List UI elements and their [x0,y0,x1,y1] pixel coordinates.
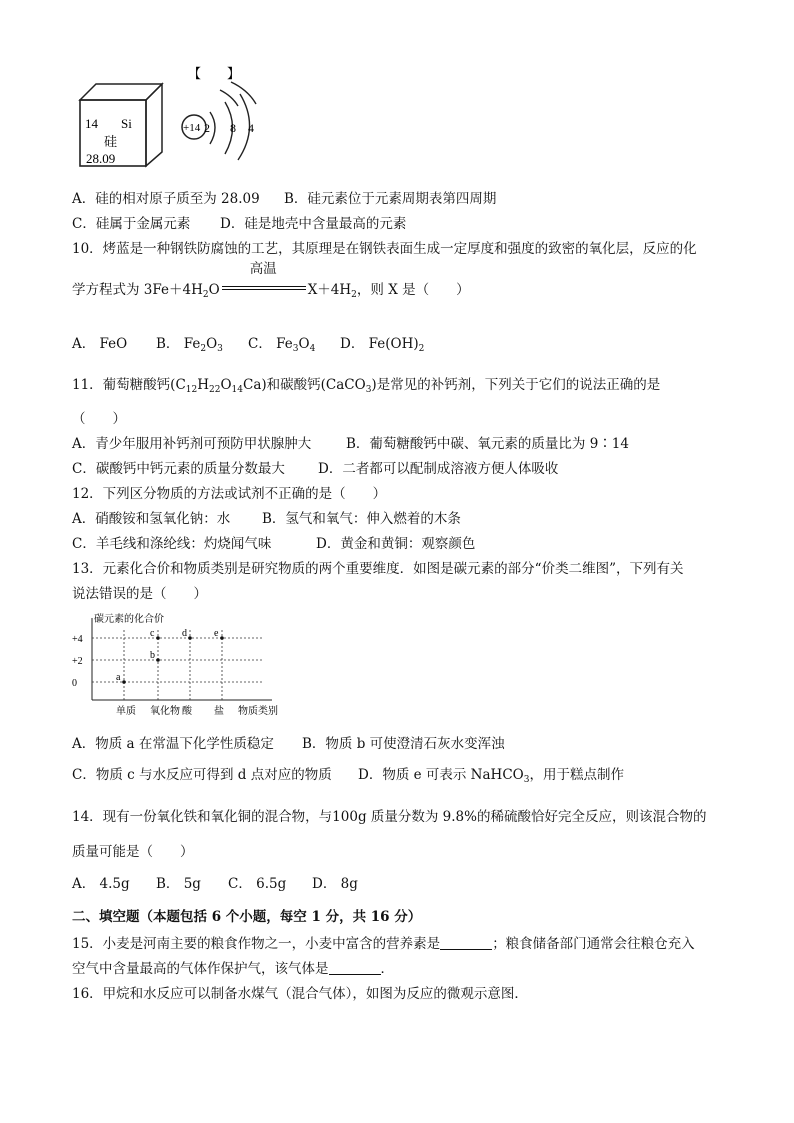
q15-blank-1[interactable] [440,935,492,950]
x-tick-label: 酸 [182,706,192,717]
q10-stem-line1: 10．烤蓝是一种钢铁防腐蚀的工艺，其原理是在钢铁表面生成一定厚度和强度的致密的氧化层，反应的化 [72,241,697,257]
element-name: 硅 [104,135,118,150]
point-c [156,636,160,640]
q16-stem: 16．甲烷和水反应可以制备水煤气（混合气体），如图为反应的微观示意图． [72,986,528,1002]
q14-option-d: D． 8g [312,876,358,892]
q13-option-d: D．物质 e 可表示 NaHCO$_3$，用于糕点制作 [358,767,624,785]
q15-line1: 15．小麦是河南主要的粮食作物之一，小麦中富含的营养素是 ；粮食储备部门通常会往粮仓充入 [72,936,695,952]
q10-option-d: D． $Fe(OH)_2$ [340,336,425,354]
shell-3-electrons: 4 [248,121,254,135]
point-d [188,636,192,640]
q11-option-a: A．青少年服用补钙剂可预防甲状腺肿大 [72,436,312,452]
point-label-b: b [150,650,155,661]
element-symbol: Si [121,116,132,131]
atomic-mass: 28.09 [86,151,116,166]
point-label-e: e [214,628,219,639]
q12-option-c: C．羊毛线和涤纶线：灼烧闻气味 [72,536,272,552]
q15-blank-2[interactable] [329,960,381,975]
figure-bracket: 【 】 [188,66,241,81]
q13-option-c: C．物质 c 与水反应可得到 d 点对应的物质 [72,767,332,783]
q10-equation: 学方程式为 $3Fe+4H_2O$ 高温 $X+4H_2$，则 X 是（ ） [72,261,470,300]
x-tick-label: 单质 [116,706,136,717]
q9-option-b: B．硅元素位于元素周期表第四周期 [284,191,497,207]
point-label-c: c [150,628,155,639]
point-label-d: d [182,628,187,639]
q9-option-d: D．硅是地壳中含量最高的元素 [220,216,407,232]
q15-line2: 空气中含量最高的气体作保护气，该气体是 ． [72,961,394,977]
q11-option-b: B．葡萄糖酸钙中碳、氧元素的质量比为 9∶14 [346,436,629,452]
q11-stem: 11．葡萄糖酸钙$(C_{12}H_{22}O_{14}Ca)$和碳酸钙(CaCO$_3$)是常见的补钙剂，下列关于它们的说法正确的是 [72,377,661,395]
q12-option-b: B．氢气和氧气：伸入燃着的木条 [262,511,461,527]
q11-paren: （ ） [72,411,126,427]
q9-option-c: C．硅属于金属元素 [72,216,191,232]
q11-option-c: C．碳酸钙中钙元素的质量分数最大 [72,461,285,477]
shell-1-electrons: 2 [204,121,210,135]
shell-2-electrons: 8 [230,121,236,135]
nucleus-charge: +14 [183,122,201,134]
valence-class-chart [72,610,292,722]
q11-option-d: D．二者都可以配制成溶液方便人体吸收 [318,461,559,477]
q12-stem: 12．下列区分物质的方法或试剂不正确的是（ ） [72,486,387,502]
q10-option-b: B． $Fe_2O_3$ [156,336,223,354]
point-e [220,636,224,640]
q12-option-a: A．硝酸铵和氢氧化钠：水 [72,511,231,527]
q10-option-c: C． $Fe_3O_4$ [248,336,316,354]
q13-stem-line1: 13．元素化合价和物质类别是研究物质的两个重要维度．如图是碳元素的部分“价类二维图”，下列有关 [72,561,684,577]
q14-stem-line1: 14．现有一份氧化铁和氧化铜的混合物，与100g 质量分数为 9.8%的稀硫酸恰好完全反应，则该混合物的 [72,809,707,825]
q14-option-c: C． 6.5g [228,876,287,892]
q13-option-b: B．物质 b 可使澄清石灰水变浑浊 [302,736,505,752]
silicon-figure [70,60,270,170]
q12-option-d: D．黄金和黄铜：观察颜色 [316,536,476,552]
q13-option-a: A．物质 a 在常温下化学性质稳定 [72,736,274,752]
y-tick-label: +2 [72,656,83,667]
point-label-a: a [116,672,121,683]
x-tick-label: 氧化物 [150,706,180,717]
q9-option-a: A．硅的相对原子质至为 28.09 [72,191,260,207]
x-tick-label: 盐 [214,706,224,717]
point-b [156,658,160,662]
y-tick-label: 0 [72,678,77,689]
y-tick-label: +4 [72,634,83,645]
q13-stem-line2: 说法错误的是（ ） [72,586,207,602]
point-a [122,680,126,684]
reaction-condition: 高温 [249,261,277,277]
x-axis-title: 物质类别 [238,706,278,717]
q10-option-a: A． FeO [72,336,128,352]
q14-stem-line2: 质量可能是（ ） [72,844,194,860]
atomic-number: 14 [85,116,98,131]
q14-option-b: B． 5g [156,876,201,892]
chart-svg [72,610,292,722]
q14-option-a: A． 4.5g [72,876,130,892]
section-2-heading: 二、填空题（本题包括 6 个小题，每空 1 分，共 16 分） [72,909,422,925]
y-axis-title: 碳元素的化合价 [94,614,164,625]
reaction-arrow [220,261,308,295]
